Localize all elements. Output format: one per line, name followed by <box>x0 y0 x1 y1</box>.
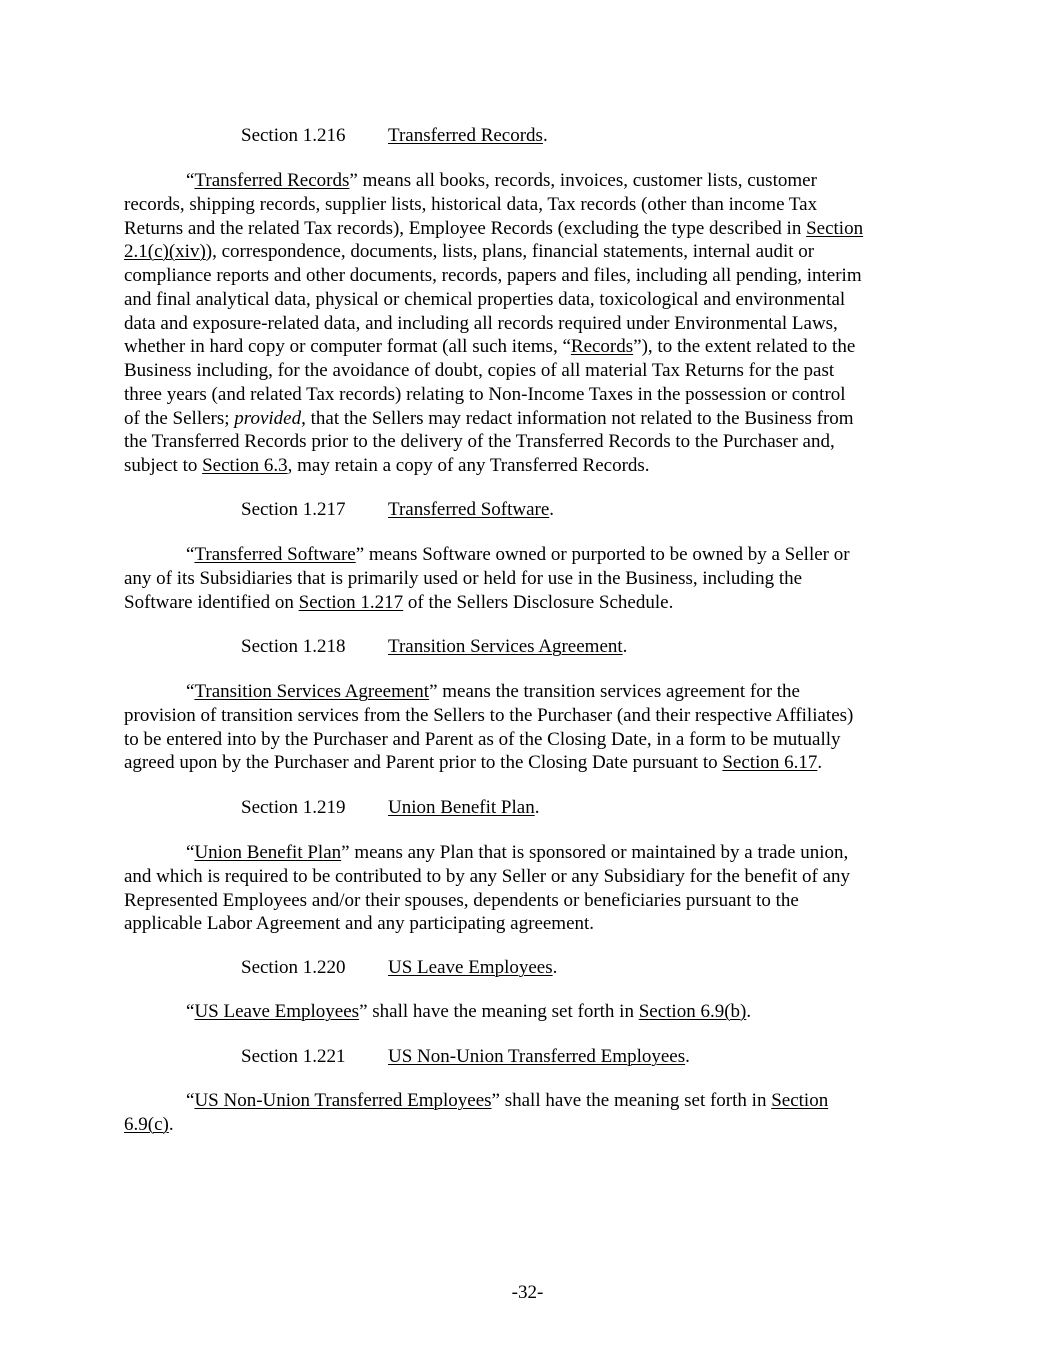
section-heading-1-217: Section 1.217 Transferred Software. <box>241 499 555 520</box>
section-heading-1-219: Section 1.219 Union Benefit Plan. <box>241 797 540 818</box>
defined-term: Transferred Software <box>194 544 356 565</box>
definition-paragraph-transferred-records: “Transferred Records” means all books, records, invoices, customer lists, customer records, shipping records, supplier lists, historical data, Tax records (other than income Tax Returns and the related Tax records), Employee Records (excluding the type described in Section 2.1(c)(xiv)), correspondence, documents, lists, plans, financial statements, internal audit or compliance reports and other documents, records, papers and files, including all pending, interim and final analytical data, physical or chemical properties data, toxicological and environmental data and exposure-related data, and including all records required under Environmental Laws, whether in hard copy or computer format (all such items, “Records”), to the extent related to the Business including, for the avoidance of doubt, copies of all material Tax Returns for the past three years (and related Tax records) relating to Non-Income Taxes in the possession or control of the Sellers; provided, that the Sellers may redact information not related to the Business from the Transferred Records prior to the delivery of the Transferred Records to the Purchaser and, subject to Section 6.3, may retain a copy of any Transferred Records. <box>124 170 864 476</box>
cross-reference: Section 6.17 <box>722 752 818 774</box>
definition-paragraph-us-non-union-transferred-employees: “US Non-Union Transferred Employees” shall have the meaning set forth in Section 6.9(c). <box>124 1090 829 1135</box>
section-heading-1-221: Section 1.221 US Non-Union Transferred Employees. <box>241 1046 690 1067</box>
definition-paragraph-transferred-software: “Transferred Software” means Software owned or purported to be owned by a Seller or any of its Subsidiaries that is primarily used or held for use in the Business, including the Software identified on Section 1.217 of the Sellers Disclosure Schedule. <box>124 544 850 613</box>
section-number: Section 1.219 <box>241 797 346 818</box>
section-heading-1-220: Section 1.220 US Leave Employees. <box>241 957 558 978</box>
defined-term: US Leave Employees <box>194 1001 360 1022</box>
section-title: Transferred Records <box>388 125 543 146</box>
section-number: Section 1.218 <box>241 636 346 657</box>
section-number: Section 1.220 <box>241 957 346 978</box>
page-number: -32- <box>511 1282 544 1303</box>
definition-paragraph-us-leave-employees: “US Leave Employees” shall have the meaning set forth in Section 6.9(b). <box>186 1001 752 1022</box>
section-heading-1-216: Section 1.216 Transferred Records. <box>241 125 548 146</box>
cross-reference: Section 6.9(b) <box>638 1001 747 1022</box>
defined-term: Records <box>570 336 634 358</box>
section-number: Section 1.217 <box>241 499 346 520</box>
defined-term: Transferred Records <box>194 170 350 191</box>
section-title: Transition Services Agreement <box>388 636 623 657</box>
section-number: Section 1.221 <box>241 1046 346 1067</box>
section-title: US Leave Employees <box>388 957 553 978</box>
definition-paragraph-transition-services-agreement: “Transition Services Agreement” means the transition services agreement for the provision of transition services from the Sellers to the Purchaser (and their respective Affiliates) to be entered into by the Purchaser and Parent as of the Closing Date, in a form to be mutually agreed upon by the Purchaser and Parent prior to the Closing Date pursuant to Section 6.17. <box>124 681 854 774</box>
section-heading-1-218: Section 1.218 Transition Services Agreement. <box>241 636 628 657</box>
cross-reference: Section <box>806 217 864 239</box>
cross-reference: Section 1.217 <box>298 591 404 613</box>
defined-term: Union Benefit Plan <box>194 842 342 863</box>
defined-term: US Non-Union Transferred Employees <box>194 1090 492 1111</box>
cross-reference: 2.1(c)(xiv) <box>124 241 206 263</box>
section-title: Transferred Software <box>388 499 550 520</box>
section-title: US Non-Union Transferred Employees <box>388 1046 686 1067</box>
cross-reference: 6.9(c) <box>124 1113 169 1135</box>
defined-term: Transition Services Agreement <box>194 681 430 702</box>
section-title: Union Benefit Plan <box>388 797 535 818</box>
section-number: Section 1.216 <box>241 125 346 146</box>
cross-reference: Section 6.3 <box>202 455 288 476</box>
definition-paragraph-union-benefit-plan: “Union Benefit Plan” means any Plan that is sponsored or maintained by a trade union, and which is required to be contributed to by any Seller or any Subsidiary for the benefit of any Represented Employees and/or their spouses, dependents or beneficiaries pursuant to the applicable Labor Agreement and any participating agreement. <box>124 842 851 935</box>
cross-reference: Section <box>771 1090 829 1111</box>
